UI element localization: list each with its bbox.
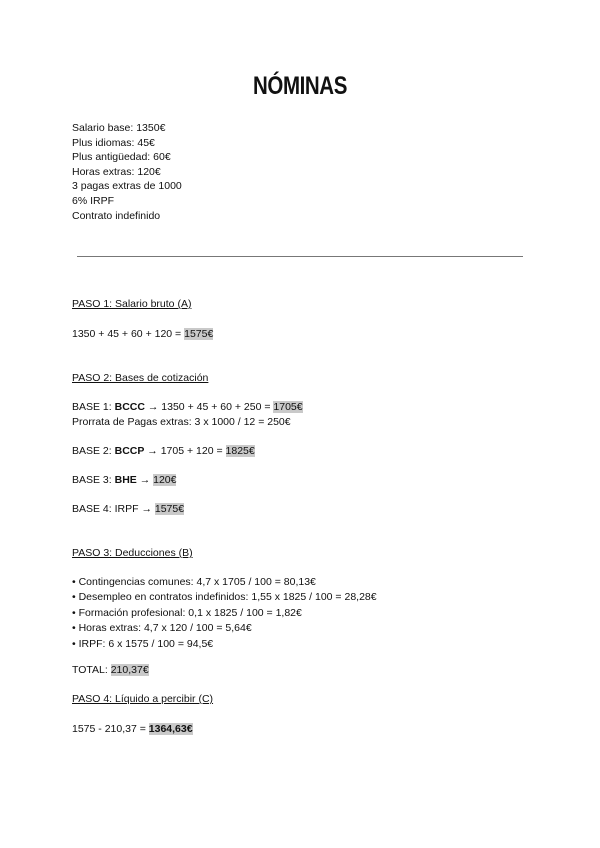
- datos-list: [72, 121, 182, 223]
- paso4-formula-line: [72, 722, 193, 736]
- base2-line: [72, 444, 255, 458]
- paso4-heading: PASO 4: Líquido a percibir (C): [72, 693, 214, 705]
- base2-prefix: BASE 2:: [72, 445, 115, 457]
- deducciones-list: [72, 575, 377, 652]
- total-label: TOTAL:: [72, 664, 111, 676]
- paso2-heading: PASO 2: Bases de cotización: [72, 372, 209, 384]
- base3-result: 120€: [153, 474, 177, 486]
- total-line: [72, 663, 149, 677]
- base2-formula: → 1705 + 120 =: [144, 445, 226, 457]
- paso4-formula: 1575 - 210,37 =: [72, 723, 149, 735]
- base1-result: 1705€: [273, 401, 303, 413]
- base4-result: 1575€: [154, 503, 185, 515]
- paso4-result: 1364,63€: [148, 723, 193, 735]
- base3-key: BHE: [114, 474, 137, 486]
- dato-irpf: 6% IRPF: [72, 194, 115, 207]
- base2-result: 1825€: [225, 445, 255, 457]
- dato-contrato: Contrato indefinido: [72, 209, 161, 222]
- divider: [77, 256, 523, 257]
- base3-arrow: →: [136, 474, 154, 486]
- base3-prefix: BASE 3:: [72, 474, 115, 486]
- paso1-formula-line: [72, 327, 213, 341]
- base4-line: [72, 502, 184, 516]
- paso3-heading: PASO 3: Deducciones (B): [72, 547, 193, 559]
- deduccion-item: • Desempleo en contratos indefinidos: 1,55 x 1825 / 100 = 28,28€: [72, 591, 377, 604]
- base1-formula: → 1350 + 45 + 60 + 250 =: [144, 401, 274, 413]
- total-value: 210,37€: [110, 664, 149, 676]
- deduccion-item: • Contingencias comunes: 4,7 x 1705 / 100 = 80,13€: [72, 576, 316, 588]
- paso1-heading: PASO 1: Salario bruto (A): [72, 298, 192, 310]
- page-title: NÓMINAS: [253, 72, 347, 100]
- base1-prefix: BASE 1:: [72, 401, 115, 413]
- base4-prefix: BASE 4: IRPF →: [72, 503, 155, 515]
- dato-plus-idiomas: Plus idiomas: 45€: [72, 136, 155, 149]
- dato-pagas-extras: 3 pagas extras de 1000: [72, 180, 182, 193]
- paso1-formula: 1350 + 45 + 60 + 120 =: [72, 328, 185, 340]
- dato-salario-base: Salario base: 1350€: [72, 122, 166, 134]
- base1-key: BCCC: [114, 401, 145, 413]
- base2-key: BCCP: [114, 445, 145, 457]
- base3-line: [72, 473, 176, 487]
- base1-line: [72, 400, 303, 414]
- paso1-result: 1575€: [184, 328, 214, 340]
- deduccion-item: • Formación profesional: 0,1 x 1825 / 100 = 1,82€: [72, 606, 302, 619]
- dato-horas-extras: Horas extras: 120€: [72, 165, 161, 178]
- deduccion-item: • IRPF: 6 x 1575 / 100 = 94,5€: [72, 637, 214, 650]
- deduccion-item: • Horas extras: 4,7 x 120 / 100 = 5,64€: [72, 622, 252, 635]
- dato-plus-antiguedad: Plus antigüedad: 60€: [72, 151, 171, 164]
- prorrata-line: Prorrata de Pagas extras: 3 x 1000 / 12 = 250€: [72, 416, 291, 428]
